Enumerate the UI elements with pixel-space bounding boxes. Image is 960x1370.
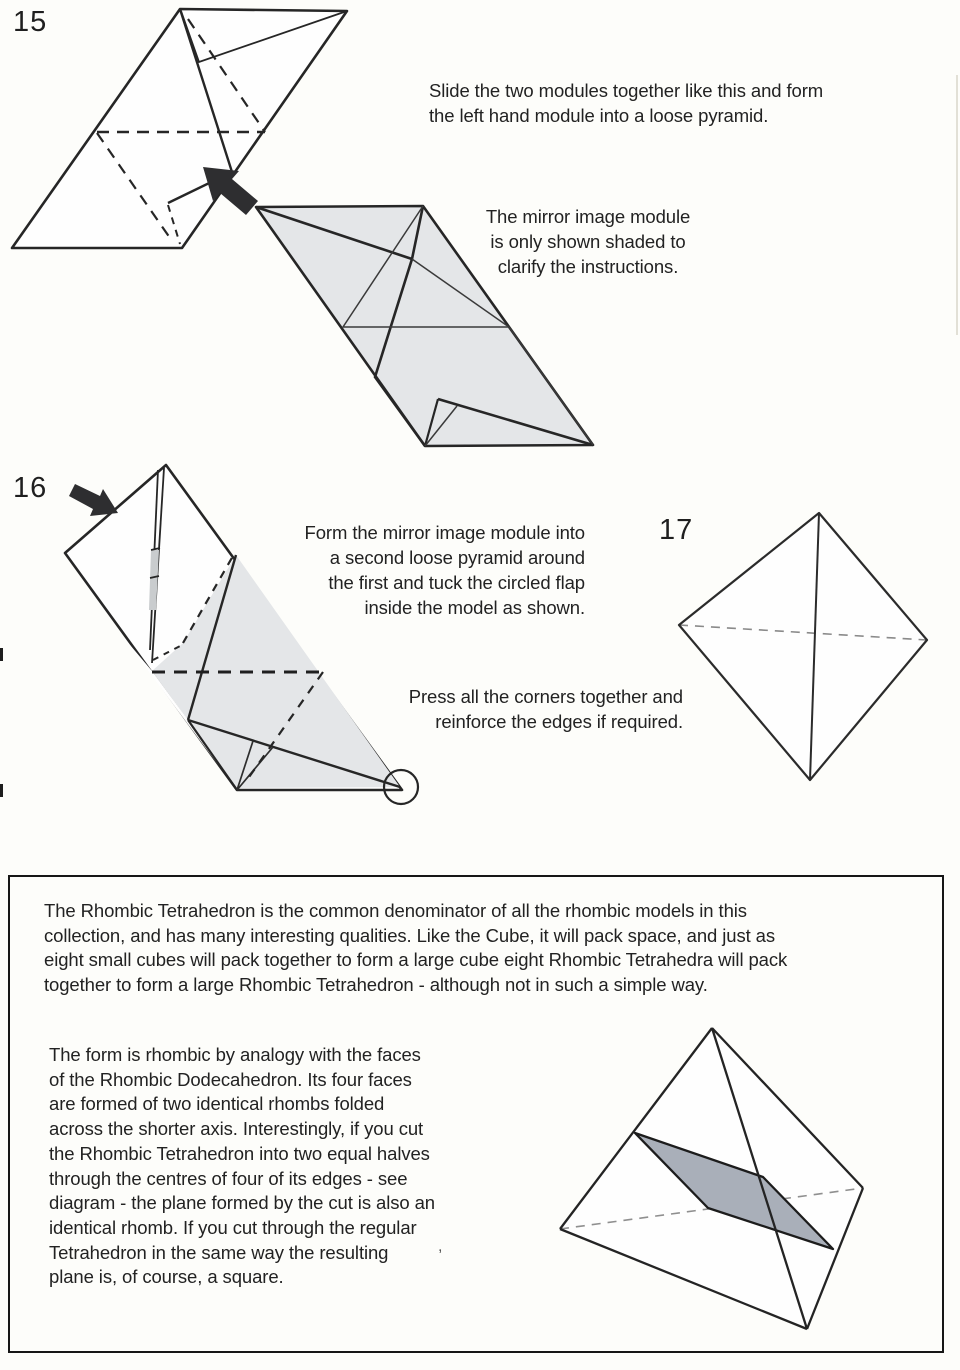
paragraph-line: The form is rhombic by analogy with the faces [49, 1044, 421, 1065]
note-line: clarify the instructions. [497, 256, 679, 277]
paragraph-line: eight small cubes will pack together to form a large cube eight Rhombic Tetrahedra will pack [44, 949, 788, 971]
infobox-paragraph-1 [44, 899, 787, 998]
scan-artifact [0, 648, 3, 661]
note-line: Press all the corners together and [408, 686, 683, 707]
infobox-paragraph-2 [49, 1043, 435, 1290]
caption-line: the left hand module into a loose pyramid. [429, 105, 769, 126]
paragraph-line: together to form a large Rhombic Tetrahedron - although not in such a simple way. [44, 974, 708, 996]
note-line: reinforce the edges if required. [435, 711, 683, 732]
note-line: The mirror image module [485, 206, 691, 227]
paragraph-line: Tetrahedron in the same way the resulting [49, 1241, 389, 1263]
caption-line: a second loose pyramid around [329, 547, 585, 568]
tuck-direction-arrow-icon [69, 484, 118, 516]
step-15-note [457, 204, 719, 279]
step-16-diagram [30, 450, 450, 820]
step-16-caption [285, 520, 585, 620]
paragraph-line: plane is, of course, a square. [49, 1266, 284, 1288]
caption-line: Slide the two modules together like this and form [429, 80, 824, 101]
caption-line: the first and tuck the circled flap [328, 572, 585, 593]
finished-model-face [679, 513, 927, 780]
cut-tetrahedron-diagram [520, 1000, 950, 1350]
step-17-number: 17 [659, 514, 694, 546]
step-16-note [380, 684, 683, 734]
caption-line: inside the model as shown. [364, 597, 585, 618]
step-17-diagram [650, 490, 950, 810]
paragraph-line: collection, and has many interesting qualities. Like the Cube, it will pack space, and just as [44, 924, 776, 946]
scan-artifact [956, 75, 958, 335]
step-15-number: 15 [13, 6, 48, 38]
paragraph-line: across the shorter axis. Interestingly, if you cut [49, 1118, 424, 1140]
paragraph-line: The Rhombic Tetrahedron is the common denominator of all the rhombic models in this [44, 900, 747, 921]
scan-artifact: , [438, 1238, 443, 1255]
paragraph-line: identical rhomb. If you cut through the regular [49, 1216, 417, 1238]
step-15-caption [429, 78, 823, 128]
paragraph-line: of the Rhombic Dodecahedron. Its four faces [49, 1068, 412, 1090]
caption-line: Form the mirror image module into [304, 522, 585, 543]
scan-artifact [0, 784, 3, 797]
paragraph-line: through the centres of four of its edges - see [49, 1167, 408, 1189]
paragraph-line: the Rhombic Tetrahedron into two equal halves [49, 1142, 430, 1164]
paragraph-line: diagram - the plane formed by the cut is also an [49, 1192, 435, 1214]
step-16-number: 16 [13, 472, 48, 504]
paragraph-line: are formed of two identical rhombs folded [49, 1093, 385, 1115]
note-line: is only shown shaded to [490, 231, 686, 252]
